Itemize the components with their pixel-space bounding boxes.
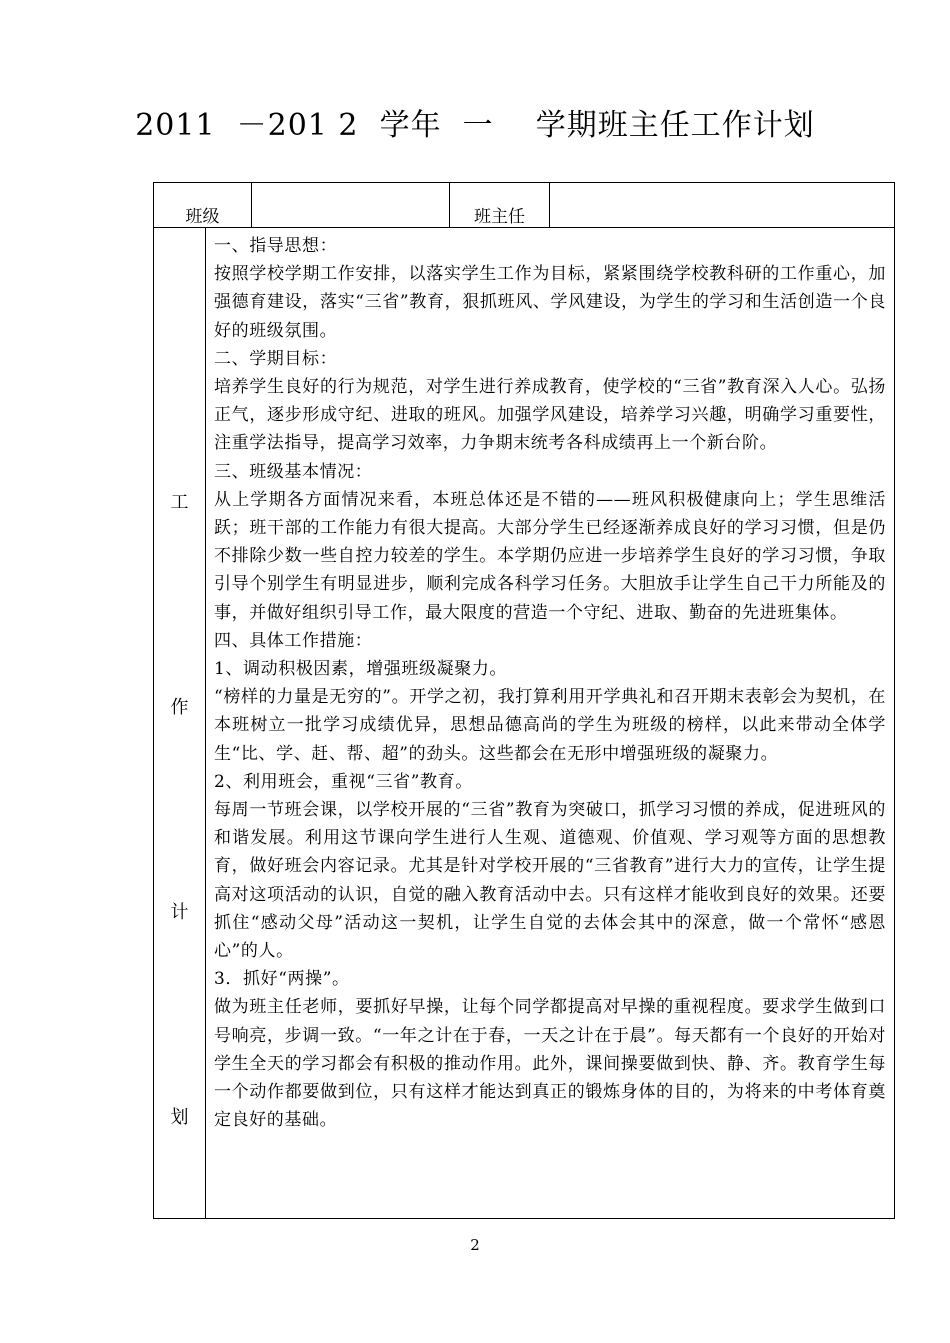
- side-char: 划: [170, 1106, 189, 1128]
- class-label: 班级: [154, 183, 252, 228]
- paragraph: 从上学期各方面情况来看，本班总体还是不错的——班风积极健康向上；学生思维活跃；班干部的工作能力有很大提高。大部分学生已经逐渐养成良好的学习习惯，但是仍不排除少数一些自控力较差的学生。本学期仍应进一步培养学生良好的学习习惯，争取引导个别学生有明显进步，顺利完成各科学习任务。大胆放手让学生自己干力所能及的事，并做好组织引导工作，最大限度的营造一个守纪、进取、勤奋的先进班集体。: [214, 489, 886, 623]
- teacher-value-cell: [550, 183, 895, 228]
- page-number: 2: [470, 1236, 480, 1254]
- class-value-cell: [252, 183, 450, 228]
- paragraph: “榜样的力量是无穷的”。开学之初，我打算利用开学典礼和召开期末表彰会为契机，在本班树立一批学习成绩优异，思想品德高尚的学生为班级的榜样，以此来带动全体学生“比、学、赶、帮、超”的劲头。这些都会在无形中增强班级的凝聚力。: [214, 687, 886, 764]
- side-char: 作: [170, 696, 189, 718]
- header-row: [154, 183, 895, 228]
- section-heading: 一、指导思想：: [214, 236, 338, 256]
- sub-heading: 1、调动积极因素，增强班级凝聚力。: [214, 659, 508, 680]
- paragraph: 做为班主任老师，要抓好早操，让每个同学都提高对早操的重视程度。要求学生做到口号响亮，步调一致。“一年之计在于春，一天之计在于晨”。每天都有一个良好的开始对学生全天的学习都会有积极的推动作用。此外，课间操要做到快、静、齐。教育学生每一个动作都要做到位，只有这样才能达到真正的锻炼身体的目的，为将来的中考体育奠定良好的基础。: [214, 997, 886, 1131]
- sub-heading: 3．抓好“两操”。: [214, 969, 350, 990]
- plan-content: [206, 228, 895, 1219]
- plan-table: [153, 182, 895, 1219]
- section-heading: 二、学期目标：: [214, 348, 338, 369]
- section-heading: 三、班级基本情况：: [214, 461, 373, 482]
- paragraph: 每周一节班会课，以学校开展的“三省”教育为突破口，抓学习习惯的养成，促进班风的和谐发展。利用这节课向学生进行人生观、道德观、价值观、学习观等方面的思想教育，做好班会内容记录。尤其是针对学校开展的“三省教育”进行大力的宣传，让学生提高对这项活动的认识，自觉的融入教育活动中去。只有这样才能收到良好的效果。还要抓住“感动父母”活动这一契机，让学生自觉的去体会其中的深意，做一个常怀“感恩心”的人。: [214, 800, 886, 962]
- section-heading: 四、具体工作措施：: [214, 630, 373, 651]
- sub-heading: 2、利用班会，重视“三省”教育。: [214, 771, 473, 792]
- teacher-label: 班主任: [450, 183, 550, 228]
- paragraph: 按照学校学期工作安排，以落实学生工作为目标，紧紧围绕学校教科研的工作重心，加强德育建设，落实“三省”教育，狠抓班风、学风建设，为学生的学习和生活创造一个良好的班级氛围。: [214, 264, 886, 341]
- content-row: [154, 228, 895, 1219]
- paragraph: 培养学生良好的行为规范，对学生进行养成教育，使学校的“三省”教育深入人心。弘扬正气，逐步形成守纪、进取的班风。加强学风建设，培养学习兴趣，明确学习重要性，注重学法指导，提高学习效率，力争期末统考各科成绩再上一个新台阶。: [214, 377, 886, 454]
- side-char: 计: [170, 901, 189, 923]
- side-char: 工: [170, 491, 189, 513]
- work-plan-side-label: [154, 228, 206, 1219]
- page-title: 2011 －201 2 学年 一 学期班主任工作计划: [135, 108, 815, 143]
